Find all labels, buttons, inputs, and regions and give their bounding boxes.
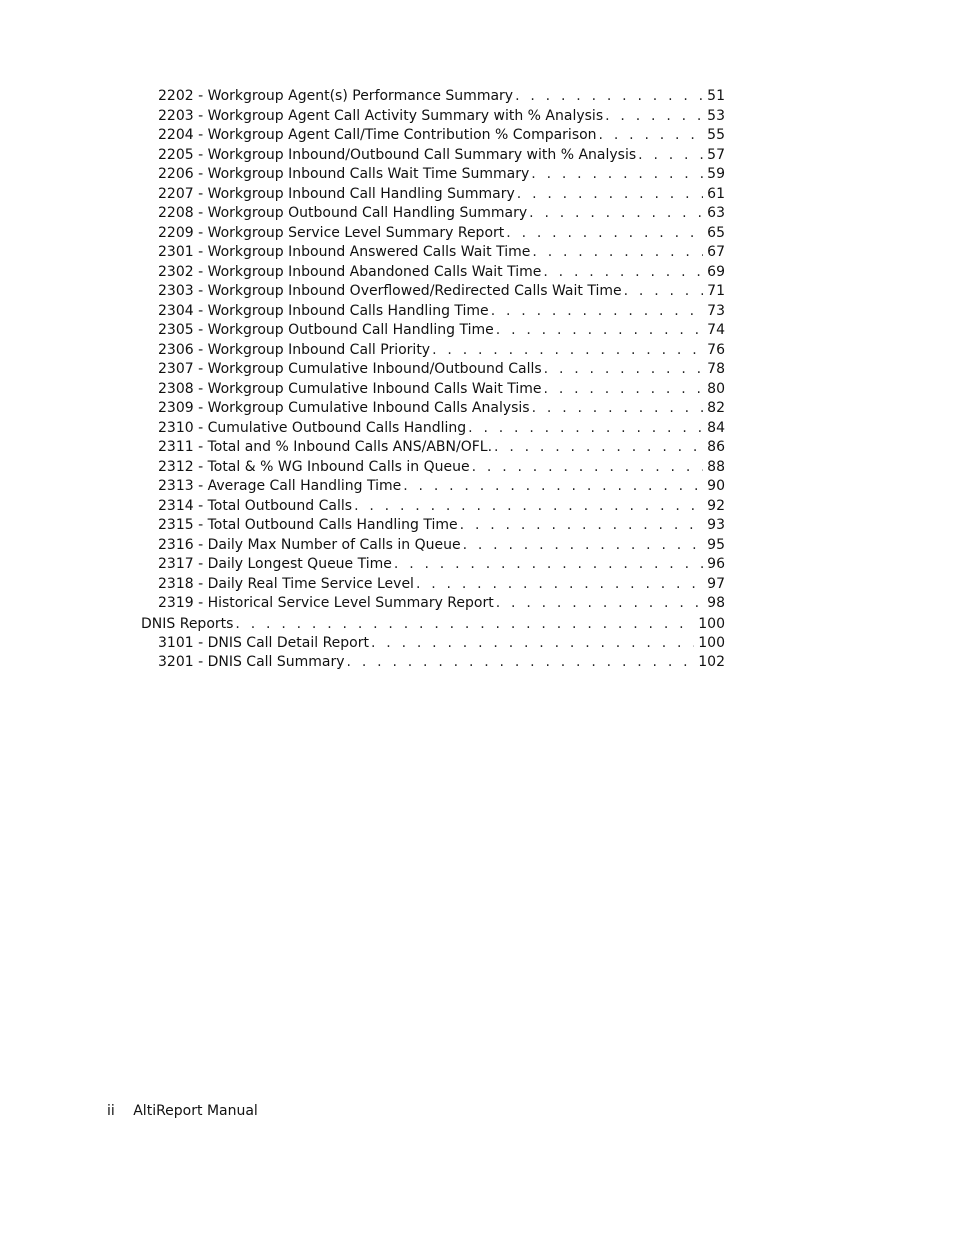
toc-entry-page: 74 — [707, 322, 725, 339]
toc-entry-page: 78 — [707, 361, 725, 378]
toc-entry[interactable] — [141, 263, 725, 283]
toc-dot-leader — [543, 263, 703, 283]
toc-entry[interactable] — [141, 321, 725, 341]
toc-entry-page: 82 — [707, 400, 725, 417]
toc-dot-leader — [506, 224, 703, 244]
toc-dot-leader — [517, 185, 703, 205]
toc-entry-title: 2207 - Workgroup Inbound Call Handling Summary — [158, 185, 515, 202]
toc-list — [141, 87, 725, 614]
toc-entry-page: 100 — [698, 634, 725, 651]
toc-entry-title: 2311 - Total and % Inbound Calls ANS/ABN/OFL. — [158, 439, 493, 456]
toc-entry[interactable] — [141, 107, 725, 127]
toc-entry-page: 65 — [707, 224, 725, 241]
toc-entry[interactable] — [141, 458, 725, 478]
toc-entry[interactable] — [141, 497, 725, 517]
toc-entry[interactable] — [141, 243, 725, 263]
toc-entry-title: 2304 - Workgroup Inbound Calls Handling Time — [158, 302, 489, 319]
toc-dot-leader — [432, 341, 703, 361]
toc-section-title: DNIS Reports — [141, 615, 234, 632]
toc-entry-title: 2316 - Daily Max Number of Calls in Queue — [158, 536, 461, 553]
toc-dot-leader — [491, 302, 703, 322]
toc-entry-title: 3201 - DNIS Call Summary — [158, 654, 345, 671]
toc-entry-page: 55 — [707, 127, 725, 144]
toc-entry-title: 2309 - Workgroup Cumulative Inbound Calls Analysis — [158, 400, 530, 417]
toc-dot-leader — [532, 399, 704, 419]
toc-dot-leader — [544, 380, 704, 400]
toc-entry-page: 97 — [707, 575, 725, 592]
toc-entry[interactable] — [141, 438, 725, 458]
toc-entry-title: 2310 - Cumulative Outbound Calls Handling — [158, 419, 467, 436]
toc-entry[interactable] — [141, 516, 725, 536]
toc-dot-leader — [347, 653, 695, 673]
toc-dot-leader — [463, 536, 704, 556]
toc-entry-page: 59 — [707, 166, 725, 183]
toc-entry-page: 93 — [707, 517, 725, 534]
toc-entry[interactable] — [141, 380, 725, 400]
toc-dot-leader — [624, 282, 704, 302]
toc-entry[interactable] — [141, 555, 725, 575]
toc-entry[interactable] — [141, 575, 725, 595]
toc-entry-title: 2308 - Workgroup Cumulative Inbound Calls Wait Time — [158, 380, 542, 397]
toc-entry-title: 2315 - Total Outbound Calls Handling Time — [158, 517, 458, 534]
toc-dot-leader — [529, 204, 703, 224]
toc-entry-title: 2318 - Daily Real Time Service Level — [158, 575, 414, 592]
toc-entry-title: 2209 - Workgroup Service Level Summary Report — [158, 224, 505, 241]
toc-entry-page: 63 — [707, 205, 725, 222]
toc-entry-title: 2206 - Workgroup Inbound Calls Wait Time Summary — [158, 166, 530, 183]
toc-entry-title: 2202 - Workgroup Agent(s) Performance Summary — [158, 88, 514, 104]
toc-dot-leader — [416, 575, 703, 595]
toc-entry-title: 2319 - Historical Service Level Summary Report — [158, 595, 494, 612]
toc-dot-leader — [605, 107, 703, 127]
toc-entry[interactable] — [141, 302, 725, 322]
toc-entry-page: 69 — [707, 263, 725, 280]
toc-entry[interactable] — [141, 477, 725, 497]
toc-dot-leader — [515, 87, 703, 107]
toc-entry-page: 57 — [707, 146, 725, 163]
toc-entry-title: 2307 - Workgroup Cumulative Inbound/Outbound Calls — [158, 361, 542, 378]
toc-entry-page: 86 — [707, 439, 725, 456]
toc-entry-title: 2303 - Workgroup Inbound Overflowed/Redirected Calls Wait Time — [158, 283, 622, 300]
toc-entry-title: 3101 - DNIS Call Detail Report — [158, 634, 369, 651]
toc-dot-leader — [354, 497, 703, 517]
toc-entry-page: 71 — [707, 283, 725, 300]
toc-entry[interactable] — [141, 282, 725, 302]
toc-entry[interactable] — [141, 634, 725, 654]
toc-dot-leader — [638, 146, 703, 166]
toc-entry-page: 96 — [707, 556, 725, 573]
toc-dot-leader — [472, 458, 704, 478]
toc-dot-leader — [496, 321, 703, 341]
toc-entry-title: 2313 - Average Call Handling Time — [158, 478, 402, 495]
toc-entry-title: 2305 - Workgroup Outbound Call Handling Time — [158, 322, 494, 339]
toc-entry[interactable] — [141, 594, 725, 614]
toc-dot-leader — [403, 477, 703, 497]
toc-entry[interactable] — [141, 360, 725, 380]
toc-entry[interactable] — [141, 419, 725, 439]
toc-dot-leader — [235, 614, 694, 634]
toc-entry-page: 92 — [707, 497, 725, 514]
toc-entry-page: 76 — [707, 341, 725, 358]
toc-dot-leader — [371, 634, 694, 654]
toc-entry[interactable] — [141, 165, 725, 185]
toc-entry[interactable] — [141, 146, 725, 166]
toc-entry-page: 53 — [707, 107, 725, 124]
toc-entry-title: 2314 - Total Outbound Calls — [158, 497, 353, 514]
toc-entry[interactable] — [141, 224, 725, 244]
toc-entry-title: 2302 - Workgroup Inbound Abandoned Calls Wait Time — [158, 263, 542, 280]
toc-dot-leader — [496, 594, 703, 614]
toc-entry-page: 80 — [707, 380, 725, 397]
toc-dot-leader — [532, 243, 703, 263]
toc-entry-page: 73 — [707, 302, 725, 319]
toc-entry-title: 2205 - Workgroup Inbound/Outbound Call Summary with % Analysis — [158, 146, 637, 163]
toc-dot-leader — [599, 126, 704, 146]
toc-entry-page: 67 — [707, 244, 725, 261]
toc-entry-title: 2204 - Workgroup Agent Call/Time Contribution % Comparison — [158, 127, 597, 144]
toc-dot-leader — [468, 419, 703, 439]
toc-dot-leader — [531, 165, 703, 185]
toc-dot-leader — [544, 360, 704, 380]
toc-entry-page: 90 — [707, 478, 725, 495]
toc-entry-title: 2312 - Total & % WG Inbound Calls in Queue — [158, 458, 470, 475]
toc-dnis-list — [141, 634, 725, 673]
toc-entry[interactable] — [141, 536, 725, 556]
toc-entry-title: 2306 - Workgroup Inbound Call Priority — [158, 341, 431, 358]
toc-dot-leader — [394, 555, 703, 575]
toc-entry-page: 102 — [698, 654, 725, 671]
toc-section-dnis-reports[interactable] — [141, 614, 725, 634]
toc-entry[interactable] — [141, 87, 725, 107]
table-of-contents — [141, 87, 725, 673]
toc-section-page: 100 — [698, 615, 725, 632]
toc-entry[interactable] — [141, 185, 725, 205]
toc-dot-leader — [460, 516, 704, 536]
toc-entry-page: 98 — [707, 595, 725, 612]
toc-entry-title: 2203 - Workgroup Agent Call Activity Summary with % Analysis — [158, 107, 604, 124]
toc-entry-title: 2208 - Workgroup Outbound Call Handling Summary — [158, 205, 528, 222]
toc-entry-title: 2317 - Daily Longest Queue Time — [158, 556, 392, 573]
footer-manual-title: AltiReport Manual — [133, 1103, 258, 1119]
toc-entry-page: 95 — [707, 536, 725, 553]
toc-entry[interactable] — [141, 399, 725, 419]
toc-dot-leader — [494, 438, 703, 458]
toc-entry-page: 61 — [707, 185, 725, 202]
toc-entry[interactable] — [141, 653, 725, 673]
toc-entry-page: 51 — [707, 88, 725, 104]
toc-entry-page: 88 — [707, 458, 725, 475]
toc-entry-title: 2301 - Workgroup Inbound Answered Calls Wait Time — [158, 244, 531, 261]
toc-entry-page: 84 — [707, 419, 725, 436]
toc-entry[interactable] — [141, 204, 725, 224]
page-footer — [107, 1101, 258, 1121]
toc-entry[interactable] — [141, 126, 725, 146]
footer-page-number: ii — [107, 1103, 115, 1119]
toc-entry[interactable] — [141, 341, 725, 361]
